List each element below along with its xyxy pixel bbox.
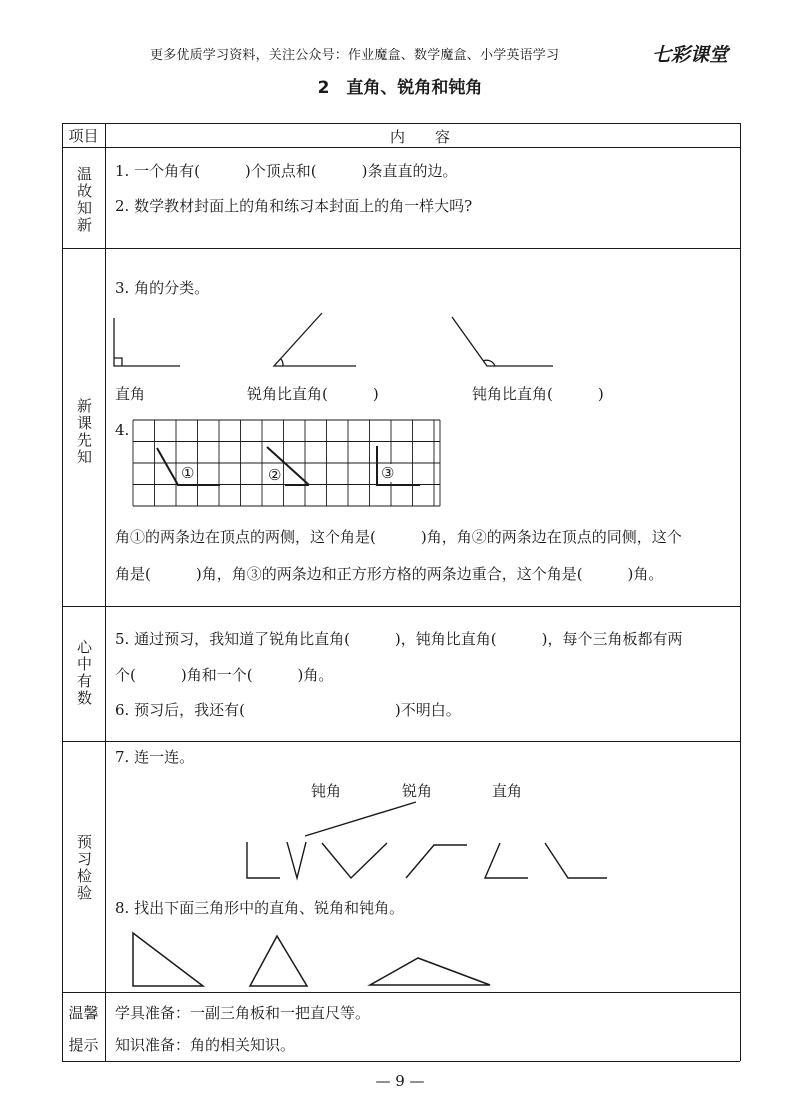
option-obtuse: 钝角 <box>311 782 342 800</box>
tip-knowledge: 知识准备：角的相关知识。 <box>115 1036 296 1054</box>
question-5-line-1: 5. 通过预习，我知道了锐角比直角( )，钝角比直角( )，每个三角板都有两 <box>115 630 683 648</box>
tip-tools: 学具准备：一副三角板和一把直尺等。 <box>115 1004 371 1022</box>
grid-mark-2: ② <box>268 466 282 484</box>
section-label-check: 预习检验 <box>75 834 93 902</box>
question-4-text-2: 角是( )角，角③的两条边和正方形方格的两条边重合，这个角是( )角。 <box>115 565 664 583</box>
label-right-angle: 直角 <box>115 385 146 403</box>
section-label-summary: 心中有数 <box>75 639 93 707</box>
question-7: 7. 连一连。 <box>115 748 195 766</box>
col-header-content: 内 容 <box>390 128 451 146</box>
header-note: 更多优质学习资料，关注公众号：作业魔盒、数学魔盒、小学英语学习 <box>150 48 560 63</box>
section-label-tips-2: 提示 <box>68 1036 99 1054</box>
triangle-right <box>133 933 203 986</box>
col-header-item: 项目 <box>68 127 99 145</box>
section-label-tips-1: 温馨 <box>68 1004 99 1022</box>
grid-mark-3: ③ <box>381 464 395 482</box>
question-5-line-2: 个( )角和一个( )角。 <box>115 666 334 684</box>
option-right: 直角 <box>492 782 523 800</box>
question-1: 1. 一个角有( )个顶点和( )条直直的边。 <box>115 162 458 180</box>
section-label-new-lesson: 新课先知 <box>75 398 93 466</box>
label-obtuse-angle: 钝角比直角( ) <box>472 385 604 403</box>
question-8: 8. 找出下面三角形中的直角、锐角和钝角。 <box>115 899 405 917</box>
question-2: 2. 数学教材封面上的角和练习本封面上的角一样大吗? <box>115 197 473 215</box>
question-4-text-1: 角①的两条边在顶点的两侧，这个角是( )角，角②的两条边在顶点的同侧，这个 <box>115 528 682 546</box>
page-title: 2 直角、锐角和钝角 <box>317 78 483 98</box>
option-acute: 锐角 <box>402 782 433 800</box>
page-number: — 9 — <box>375 1072 425 1090</box>
triangle-obtuse <box>370 958 490 985</box>
question-4: 4. <box>115 421 130 439</box>
triangle-acute <box>250 936 307 986</box>
question-3: 3. 角的分类。 <box>115 279 210 297</box>
grid-mark-1: ① <box>181 464 195 482</box>
section-label-review: 温故知新 <box>75 166 93 234</box>
brand-logo: 七彩课堂 <box>652 44 729 66</box>
label-acute-angle: 锐角比直角( ) <box>247 385 379 403</box>
question-6: 6. 预习后，我还有( )不明白。 <box>115 701 461 719</box>
